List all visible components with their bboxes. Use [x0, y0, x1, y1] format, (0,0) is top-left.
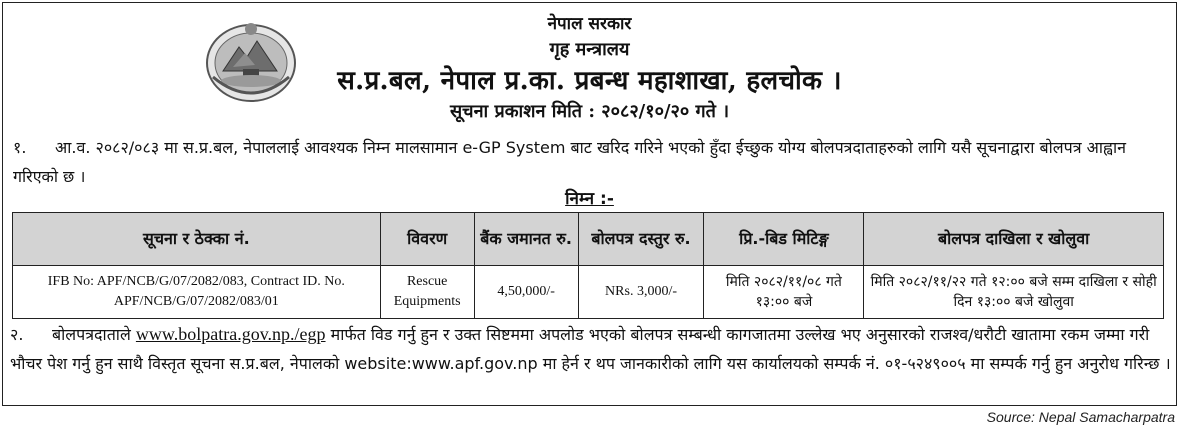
description-cell: Rescue Equipments	[380, 266, 474, 319]
bank-guarantee-cell: 4,50,000/-	[474, 266, 578, 319]
ministry-name: गृह मन्त्रालय	[549, 39, 630, 60]
submission-cell: मिति २०८२/११/२२ गते १२:०० बजे सम्म दाखिला र सोही दिन १३:०० बजे खोलुवा	[864, 266, 1164, 319]
paragraph-1-text: आ.व. २०८२/०८३ मा स.प्र.बल, नेपाललाई आवश्यक निम्न मालसामान e-GP System बाट खरिद गरिने भएको हुँदा ईच्छुक योग्य बोलपत्रदाताहरुको लागि यसै सूचनाद्वारा बोलपत्र आह्वान गरिएको छ ।	[13, 138, 1126, 186]
column-header-ifb: सूचना र ठेक्का नं.	[13, 213, 381, 266]
paragraph-1	[13, 133, 1166, 191]
bolpatra-link[interactable]: www.bolpatra.gov.np./egp	[135, 324, 326, 344]
paragraph-2-text-before: बोलपत्रदाताले	[52, 325, 131, 344]
source-credit: Source: Nepal Samacharpatra	[986, 409, 1175, 425]
fee-cell: NRs. 3,000/-	[578, 266, 704, 319]
column-header-fee: बोलपत्र दस्तुर रु.	[578, 213, 704, 266]
column-header-bank-guarantee: बैंक जमानत रु.	[474, 213, 578, 266]
column-header-prebid: प्रि.-बिड मिटिङ्ग	[704, 213, 864, 266]
paragraph-2-number: २.	[10, 325, 24, 344]
office-name: स.प्र.बल, नेपाल प्र.का. प्रबन्ध महाशाखा, हलचोक ।	[337, 66, 842, 96]
paragraph-1-number: १.	[13, 138, 27, 157]
column-header-description: विवरण	[380, 213, 474, 266]
column-header-submission: बोलपत्र दाखिला र खोलुवा	[864, 213, 1164, 266]
ifb-cell: IFB No: APF/NCB/G/07/2082/083, Contract ID. No. APF/NCB/G/07/2082/083/01	[13, 266, 381, 319]
table-header-row	[13, 213, 1164, 266]
paragraph-2-text-after: मार्फत विड गर्नु हुन र उक्त सिष्टममा अपलोड भएको बोलपत्र सम्बन्धी कागजातमा उल्लेख भए अनुसारको राजश्व/धरौटी खातामा रकम जम्मा गरी भौचर पेश गर्नु हुन साथै विस्तृत सूचना स.प्र.बल, नेपालको website:www.apf.gov.np मा हेर्न र थप जानकारीको लागि यस कार्यालयको सम्पर्क नं. ०१-५२४९००५ मा सम्पर्क गर्नु हुन अनुरोध गरिन्छ ।	[10, 325, 1171, 373]
paragraph-2	[10, 320, 1171, 378]
prebid-cell: मिति २०८२/११/०८ गते १३:०० बजे	[704, 266, 864, 319]
government-name: नेपाल सरकार	[547, 14, 632, 34]
tender-table	[12, 212, 1164, 319]
table-row	[13, 266, 1164, 319]
notice-date: सूचना प्रकाशन मिति : २०८२/१०/२० गते ।	[449, 101, 730, 122]
list-heading: निम्न :-	[565, 189, 614, 209]
